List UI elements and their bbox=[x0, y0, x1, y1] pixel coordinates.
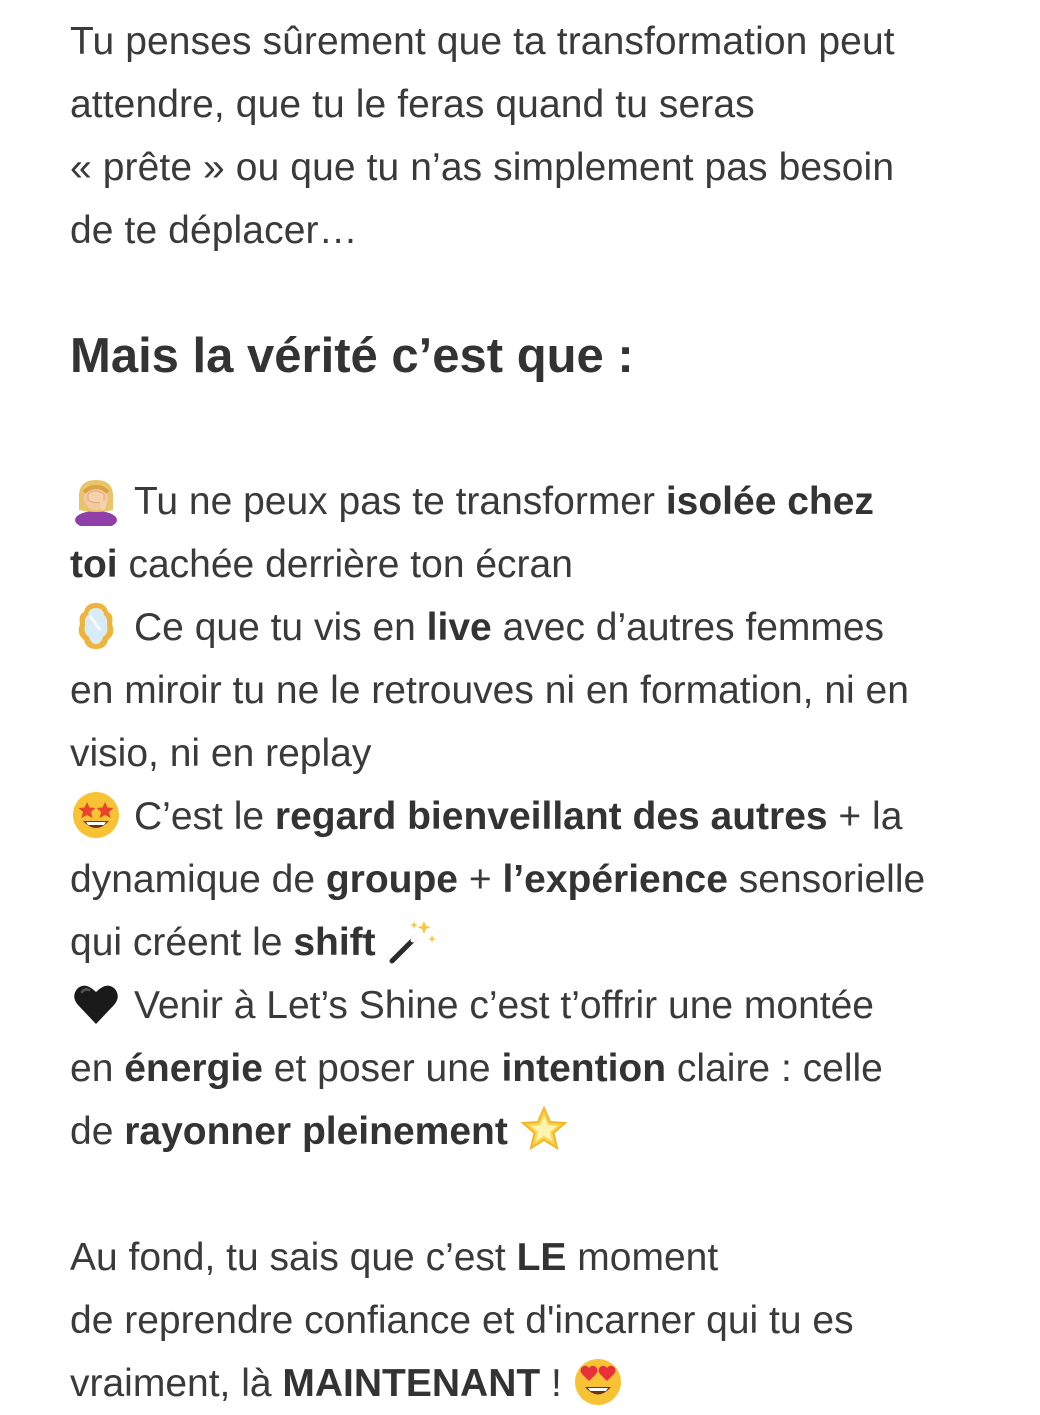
closing-line bbox=[70, 1352, 970, 1415]
text-segment: C’est le bbox=[134, 795, 275, 838]
text-segment: + la bbox=[827, 795, 903, 838]
point-line bbox=[70, 974, 970, 1037]
point-line bbox=[70, 533, 970, 596]
point-isolation bbox=[70, 470, 970, 596]
text-segment: sensorielle bbox=[727, 858, 926, 901]
point-line bbox=[70, 596, 970, 659]
point-line bbox=[70, 470, 970, 533]
text-segment: avec d’autres femmes bbox=[491, 606, 885, 649]
intro-line: « prête » ou que tu n’as simplement pas besoin bbox=[70, 146, 895, 189]
text-segment: Venir à Let’s Shine c’est t’offrir une montée bbox=[134, 984, 874, 1027]
point-lets-shine bbox=[70, 974, 970, 1163]
text-segment: moment bbox=[566, 1236, 719, 1279]
text-segment: Au fond, tu sais que c’est bbox=[70, 1236, 517, 1279]
bold-segment: LE bbox=[516, 1236, 567, 1279]
bold-segment: groupe bbox=[325, 858, 459, 901]
text-segment: Ce que tu vis en bbox=[134, 606, 427, 649]
bold-segment: MAINTENANT bbox=[282, 1362, 541, 1405]
point-line: visio, ni en replay bbox=[70, 732, 372, 775]
bold-segment: rayonner pleinement bbox=[124, 1110, 508, 1153]
text-segment: dynamique de bbox=[70, 858, 326, 901]
magic-wand-icon bbox=[386, 915, 438, 967]
intro-line: de te déplacer… bbox=[70, 209, 358, 252]
bold-segment: l’expérience bbox=[502, 858, 728, 901]
bold-segment: toi bbox=[70, 543, 118, 586]
text-segment: claire : celle bbox=[666, 1047, 883, 1090]
text-segment: cachée derrière ton écran bbox=[117, 543, 573, 586]
bold-segment: isolée chez bbox=[665, 480, 874, 523]
facepalm-woman-icon bbox=[70, 474, 122, 526]
text-segment: vraiment, là bbox=[70, 1362, 283, 1405]
intro-line: attendre, que tu le feras quand tu seras bbox=[70, 83, 755, 126]
bold-segment: live bbox=[426, 606, 492, 649]
bold-segment: énergie bbox=[124, 1047, 263, 1090]
intro-line: Tu penses sûrement que ta transformation peut bbox=[70, 20, 895, 63]
point-line bbox=[70, 1100, 970, 1163]
point-line bbox=[70, 1037, 970, 1100]
point-line bbox=[70, 911, 970, 974]
point-live bbox=[70, 596, 970, 785]
point-group bbox=[70, 785, 970, 974]
text-segment: Tu ne peux pas te transformer bbox=[134, 480, 666, 523]
bold-segment: shift bbox=[293, 921, 376, 964]
glowing-star-icon bbox=[518, 1104, 570, 1156]
points-list bbox=[70, 470, 970, 1163]
text-segment: + bbox=[458, 858, 503, 901]
text-segment: de bbox=[70, 1110, 125, 1153]
point-line bbox=[70, 848, 970, 911]
bold-segment: intention bbox=[501, 1047, 667, 1090]
text-segment: en bbox=[70, 1047, 125, 1090]
star-struck-icon bbox=[70, 789, 122, 841]
closing-line: de reprendre confiance et d'incarner qui tu es bbox=[70, 1299, 854, 1342]
heart-eyes-icon bbox=[572, 1356, 624, 1408]
point-line bbox=[70, 785, 970, 848]
black-heart-icon bbox=[70, 978, 122, 1030]
point-line: en miroir tu ne le retrouves ni en formation, ni en bbox=[70, 669, 909, 712]
text-segment: qui créent le bbox=[70, 921, 294, 964]
text-segment: ! bbox=[540, 1362, 562, 1405]
intro-paragraph bbox=[70, 0, 970, 262]
closing-line bbox=[70, 1226, 970, 1289]
bold-segment: regard bienveillant des autres bbox=[274, 795, 828, 838]
closing-paragraph bbox=[70, 1226, 970, 1415]
mirror-icon bbox=[70, 600, 122, 652]
text-segment: et poser une bbox=[262, 1047, 502, 1090]
section-heading: Mais la vérité c’est que : bbox=[70, 329, 634, 383]
